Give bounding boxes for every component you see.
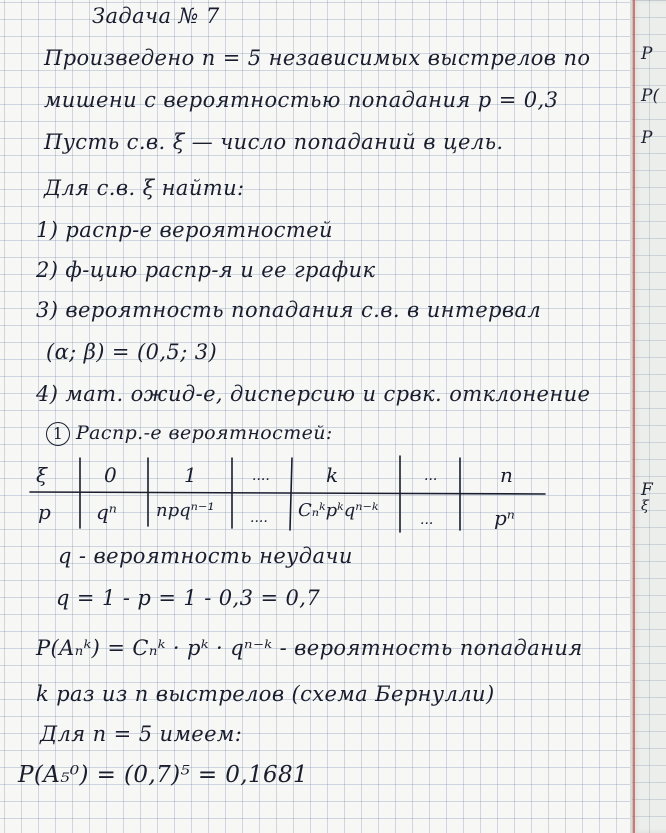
edge-mark: F: [641, 480, 653, 500]
task-item: 2) ф-цию распр-я и ее график: [36, 258, 376, 282]
table-row-cell: Cₙᵏpᵏqⁿ⁻ᵏ: [298, 500, 379, 521]
table-row-cell: ....: [250, 510, 268, 526]
edge-mark: ξ: [641, 498, 649, 514]
table-header-cell: ....: [252, 468, 270, 484]
note-line: Для n = 5 имеем:: [40, 722, 243, 746]
problem-title: Задача № 7: [92, 4, 220, 28]
edge-mark: P: [641, 44, 653, 64]
margin-line: [633, 0, 635, 833]
table-header-cell: n: [500, 463, 513, 487]
section-number: 1: [46, 422, 70, 446]
table-header-cell: ...: [424, 468, 438, 484]
section-title: Распр.-е вероятностей:: [76, 422, 333, 444]
task-item: (α; β) = (0,5; 3): [46, 340, 218, 364]
table-row-cell: ...: [420, 512, 434, 528]
table-row-cell: qⁿ: [96, 500, 117, 524]
note-line: q - вероятность неудачи: [58, 544, 353, 568]
task-item: 1) распр-е вероятностей: [36, 218, 333, 242]
formula-line: q = 1 - p = 1 - 0,3 = 0,7: [56, 586, 321, 610]
formula-line: P(A₅⁰) = (0,7)⁵ = 0,1681: [18, 762, 309, 788]
condition-line: мишени с вероятностью попадания p = 0,3: [44, 88, 559, 112]
task-item: 3) вероятность попадания с.в. в интервал: [36, 298, 542, 322]
table-header-cell: 1: [184, 463, 197, 487]
task-item: 4) мат. ожид-е, дисперсию и срвк. отклонение: [36, 382, 591, 406]
condition-line: Произведено n = 5 независимых выстрелов по: [44, 46, 591, 70]
table-row-cell: p: [38, 500, 51, 524]
edge-mark: P: [641, 128, 653, 148]
formula-line: P(Aₙᵏ) = Cₙᵏ · pᵏ · qⁿ⁻ᵏ - вероятность попадания: [36, 636, 583, 660]
table-header-cell: k: [326, 463, 339, 487]
adjacent-page: [630, 0, 666, 833]
condition-line: Для с.в. ξ найти:: [44, 176, 245, 200]
table-row-cell: npqⁿ⁻¹: [156, 500, 215, 521]
table-header-cell: ξ: [36, 463, 48, 487]
note-line: k раз из n выстрелов (схема Бернулли): [36, 682, 495, 706]
condition-line: Пусть с.в. ξ — число попаданий в цель.: [44, 130, 504, 154]
table-row-cell: pⁿ: [494, 506, 515, 530]
table-header-cell: 0: [104, 463, 117, 487]
edge-mark: P(: [641, 86, 660, 106]
